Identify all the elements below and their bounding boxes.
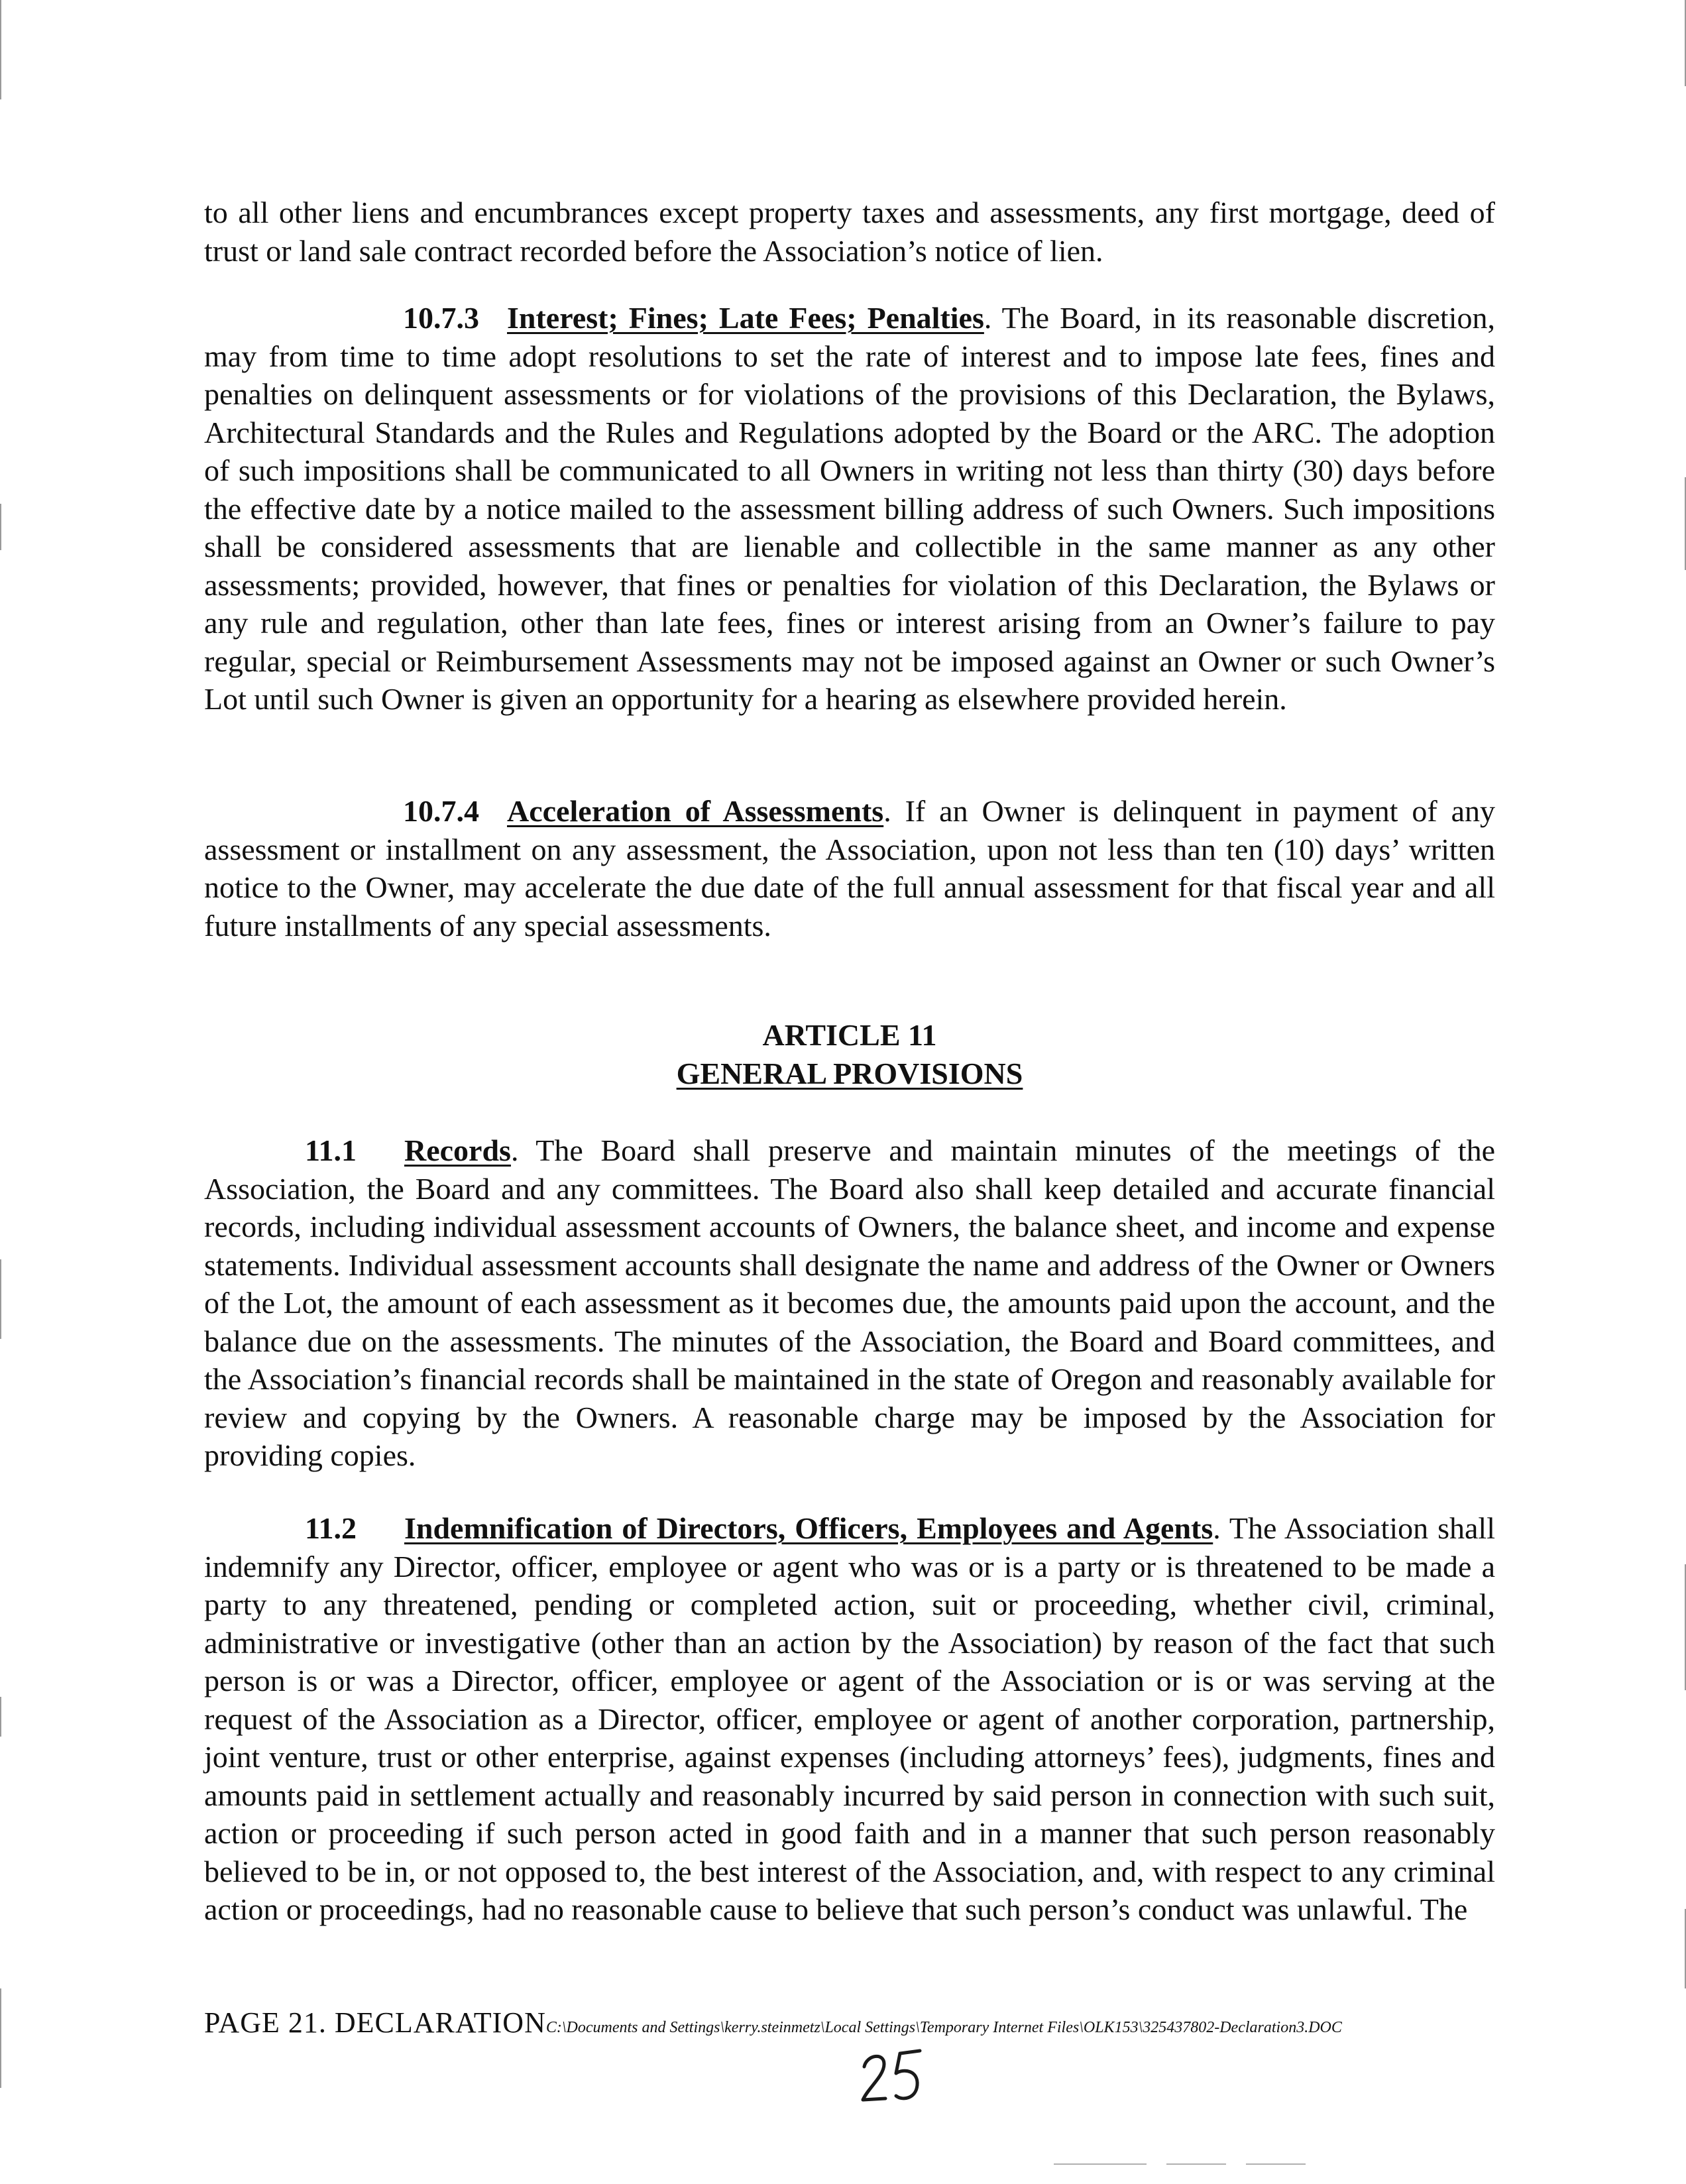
section-number: 10.7.4	[403, 794, 479, 828]
section-text: . The Board, in its reasonable discretion, may from time to time adopt resolutions to set the rate of interest and to impose late fees, fines and penalties on delinquent assessments or for violations of the provisions of this Declaration, the Bylaws, Architectural Standards and the Rules and Regulations adopted by the Board or the ARC. The adoption of such impositions shall be communicated to all Owners in writing not less than thirty (30) days before the effective date by a notice mailed to the assessment billing address of such Owners. Such impositions shall be considered assessments that are lienable and collectible in the same manner as any other assessments; provided, however, that fines or penalties for violation of this Declaration, the Bylaws or any rule and regulation, other than late fees, fines or interest arising from an Owner’s failure to pay regular, special or Reimbursement Assessments may not be imposed against an Owner or such Owner’s Lot until such Owner is given an opportunity for a hearing as elsewhere provided herein.	[204, 301, 1495, 716]
section-number: 10.7.3	[403, 301, 479, 335]
scan-edge-mark	[0, 1697, 1, 1737]
section-11-1	[204, 1131, 1495, 1475]
paragraph-continuation: to all other liens and encumbrances except property taxes and assessments, any first mortgage, deed of trust or land sale contract recorded before the Association’s notice of lien.	[204, 196, 1495, 268]
section-number: 11.2	[305, 1511, 357, 1545]
scan-bottom-marks	[1054, 2162, 1306, 2166]
section-title: Acceleration of Assessments	[507, 794, 884, 828]
section-title: Indemnification of Directors, Officers, Employees and Agents	[404, 1511, 1213, 1545]
scan-edge-mark	[0, 1988, 1, 2088]
section-text: . The Association shall indemnify any Director, officer, employee or agent who was or is a party or is threatened to be made a party to any threatened, pending or completed action, suit or proceeding, whether civil, criminal, administrative or investigative (other than an action by the Association) by reason of the fact that such person is or was a Director, officer, employee or agent of the Association or is or was serving at the request of the Association as a Director, officer, employee or agent of another corporation, partnership, joint venture, trust or other enterprise, against expenses (including attorneys’ fees), judgments, fines and amounts paid in settlement actually and reasonably incurred by said person in connection with such suit, action or proceeding if such person acted in good faith and in a manner that such person reasonably believed to be in, or not opposed to, the best interest of the Association, and, with respect to any criminal action or proceedings, had no reasonable cause to believe that such person’s conduct was unlawful. The	[204, 1511, 1495, 1926]
section-text: . The Board shall preserve and maintain minutes of the meetings of the Association, the Board and any committees. The Board also shall keep detailed and accurate financial records, including individual assessment accounts of Owners, the balance sheet, and income and expense statements. Individual assessment accounts shall designate the name and address of the Owner or Owners of the Lot, the amount of each assessment as it becomes due, the amounts paid upon the account, and the balance due on the assessments. The minutes of the Association, the Board and Board committees, and the Association’s financial records shall be maintained in the state of Oregon and reasonably available for review and copying by the Owners. A reasonable charge may be imposed by the Association for providing copies.	[204, 1133, 1495, 1472]
footer-file-path: C:\Documents and Settings\kerry.steinmetz\Local Settings\Temporary Internet Files\OLK153\325437802-Declaration3.DOC	[545, 2019, 1342, 2036]
page-footer	[204, 2006, 1342, 2040]
scan-edge-mark	[0, 0, 1, 99]
section-title: Records	[404, 1133, 511, 1167]
section-10-7-3	[204, 299, 1495, 718]
scan-edge-mark	[0, 504, 1, 550]
article-title: GENERAL PROVISIONS	[676, 1057, 1023, 1090]
article-number: ARTICLE 11	[762, 1018, 937, 1052]
section-title: Interest; Fines; Late Fees; Penalties	[507, 301, 984, 335]
section-10-7-4	[204, 792, 1495, 945]
section-number: 11.1	[305, 1133, 357, 1167]
footer-label: PAGE 21. DECLARATION	[204, 2006, 546, 2039]
section-11-2	[204, 1509, 1495, 1929]
scan-edge-mark	[0, 1259, 1, 1339]
handwritten-page-number	[859, 2047, 925, 2106]
section-text: . If an Owner is delinquent in payment of any assessment or installment on any assessment, the Association, upon not less than ten (10) days’ written notice to the Owner, may accelerate the due date of the full annual assessment for that fiscal year and all future installments of any special assessments.	[204, 794, 1496, 943]
